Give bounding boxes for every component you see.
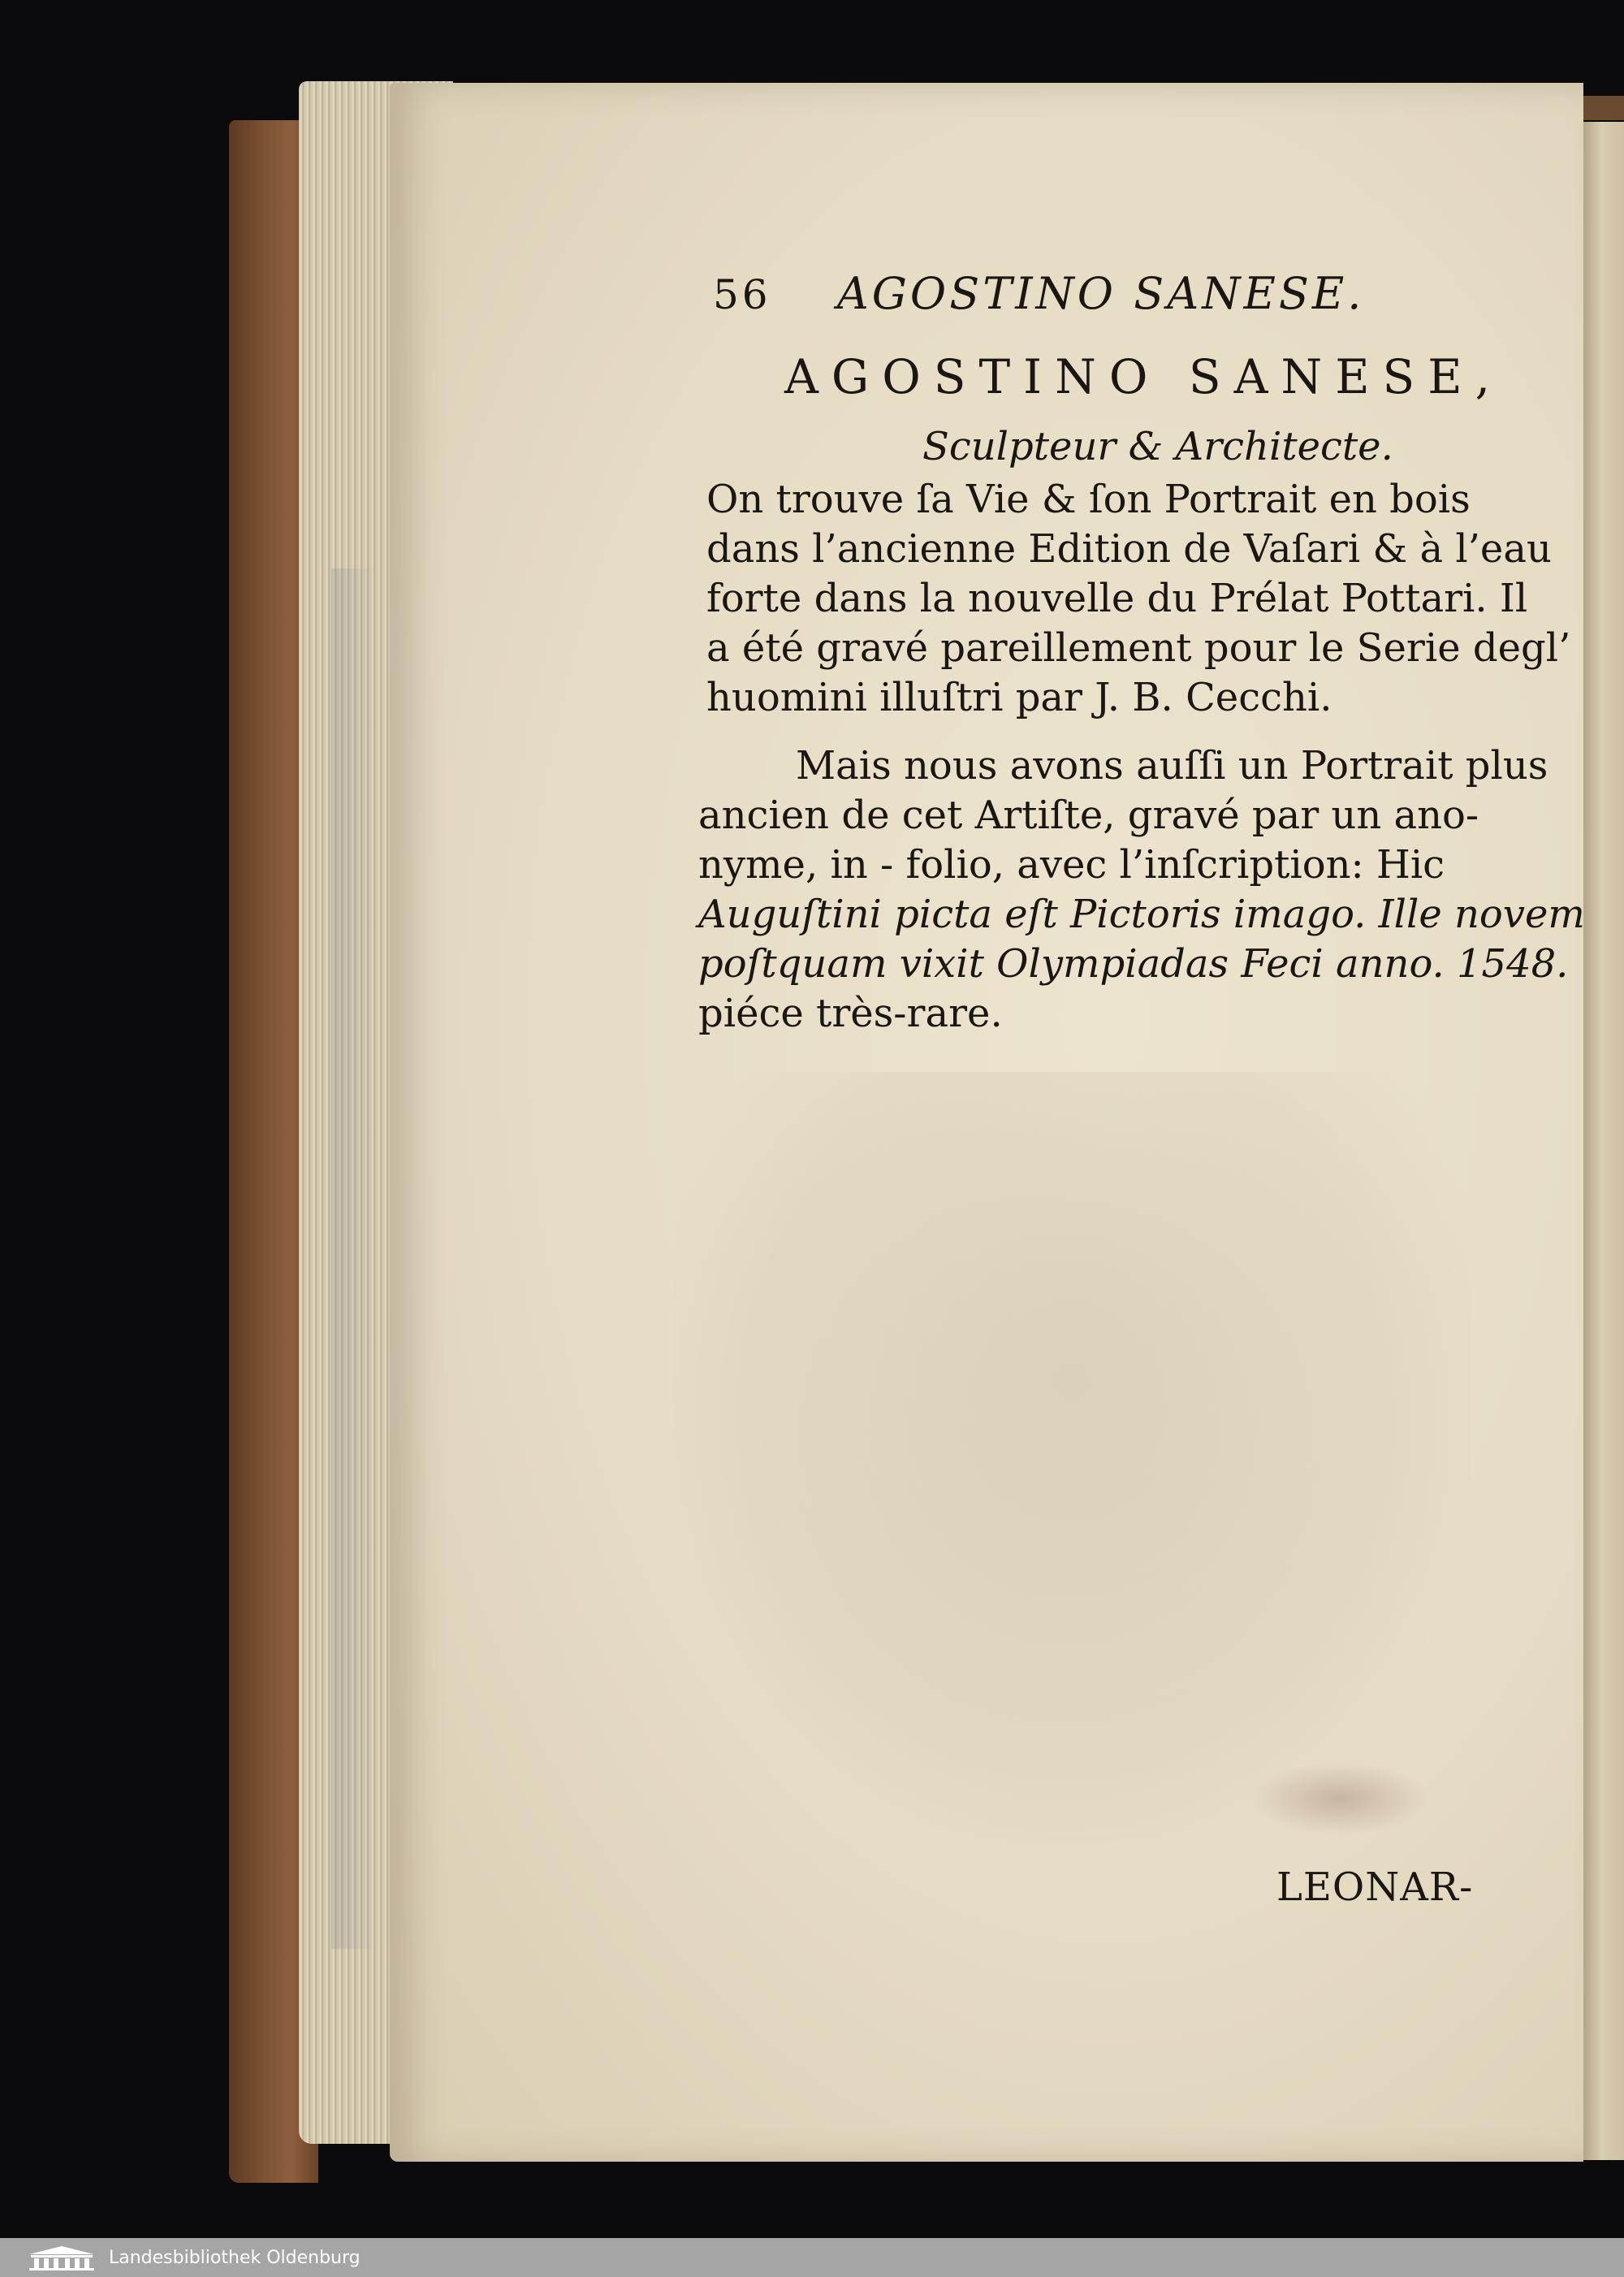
- text-line: piéce très-rare.: [698, 991, 1003, 1036]
- show-through-bleed: [674, 1072, 1470, 1843]
- text-line: Mais nous avons auſſi un Portrait plus: [796, 743, 1548, 789]
- text-line: ancien de cet Artiſte, gravé par un ano-: [698, 793, 1479, 838]
- facing-page-edge: [1579, 122, 1624, 2160]
- text-line: huomini illuſtri par J. B. Cecchi.: [706, 675, 1332, 720]
- text-line: forte dans la nouvelle du Prélat Pottari. Il: [706, 576, 1528, 621]
- section-title: AGOSTINO SANESE,: [784, 349, 1504, 404]
- text-line: dans l’ancienne Edition de Vaſari & à l’eau: [706, 526, 1552, 572]
- section-subtitle: Sculpteur & Architecte.: [922, 424, 1393, 469]
- show-through-stamp: [1250, 1762, 1429, 1835]
- footer-label: Landesbibliothek Oldenburg: [109, 2248, 361, 2268]
- page-number: 56: [713, 271, 771, 318]
- paragraph-1: [706, 475, 1570, 723]
- catchword: LEONAR-: [1276, 1864, 1474, 1910]
- footer-bar: [0, 2238, 1624, 2277]
- library-building-icon: [28, 2245, 96, 2271]
- paragraph-2: [698, 741, 1585, 1039]
- running-head-title: AGOSTINO SANESE.: [836, 268, 1365, 319]
- text-line: poſtquam vixit Olympiadas Feci anno. 1548.: [698, 941, 1569, 987]
- running-head: [713, 268, 1364, 319]
- text-line: Auguſtini picta eſt Pictoris imago. Ille novem: [698, 892, 1585, 937]
- text-line: On trouve ſa Vie & ſon Portrait en bois: [706, 477, 1471, 522]
- text-line: nyme, in - folio, avec l’inſcription: Hic: [698, 842, 1445, 888]
- text-line: a été gravé pareillement pour le Serie degl’: [706, 625, 1571, 671]
